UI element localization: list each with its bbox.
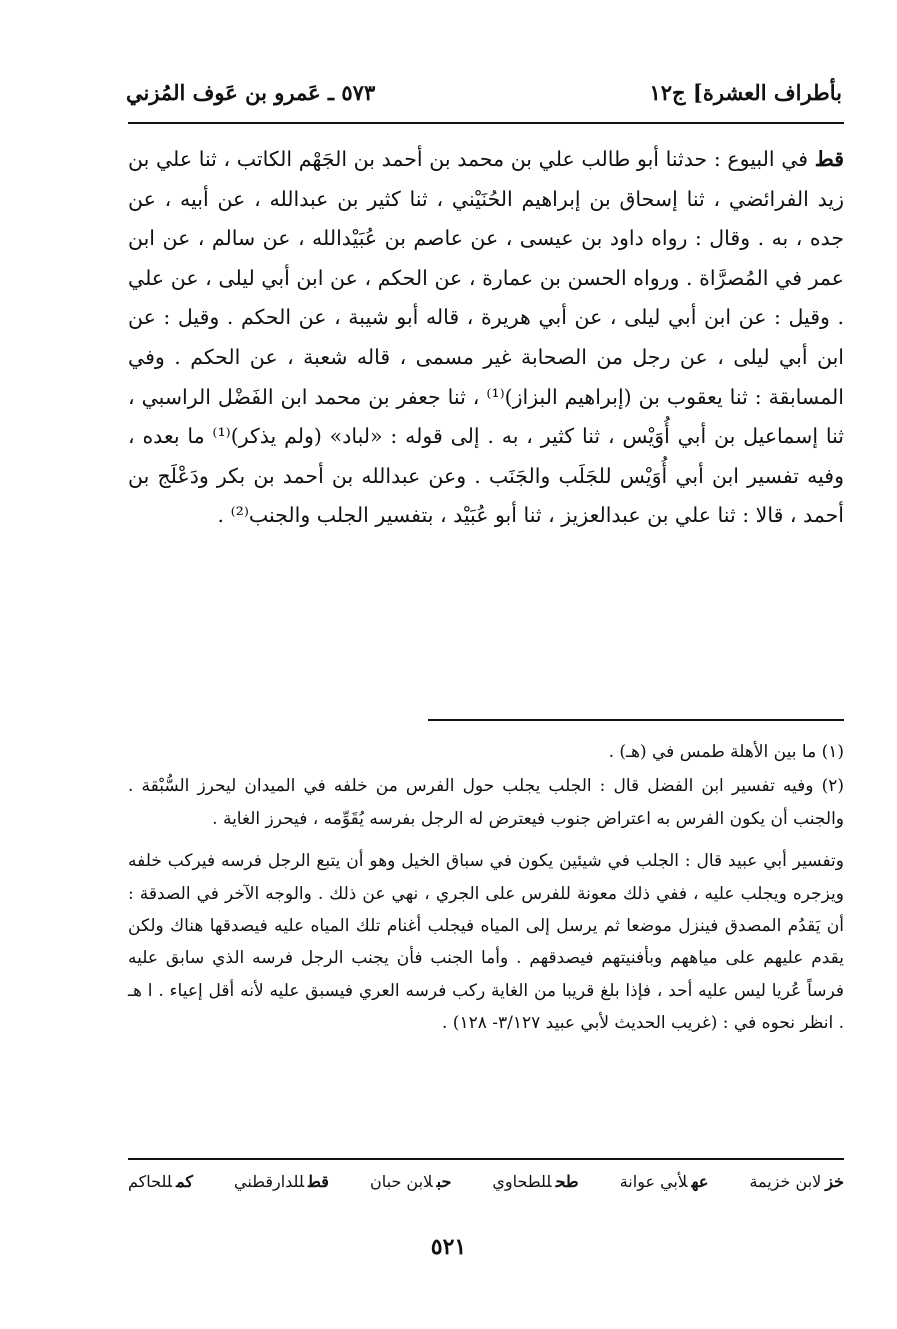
header-entry-title: ٥٧٣ ـ عَمرو بن عَوف المُزني [126, 79, 376, 105]
footnote-1: (١) ما بين الأهلة طمس في (هـ) . [608, 742, 844, 762]
footnote-2: (٢) وفيه تفسير ابن الفضل قال : الجلب يجلب حول الفرس من خلفه في الميدان ليحرز السُّبْقة . والجنب أن يكون الفرس به اعتراض جنوب فيعترض له الرجل بفرسه يُقَوِّمه ، فيحرز الغاية . [128, 776, 844, 829]
legend-item: حبلابن حبان [370, 1172, 452, 1191]
footnote-divider [428, 719, 844, 721]
legend-divider [128, 1158, 844, 1160]
running-header [126, 72, 842, 112]
page-number: ٥٢١ [430, 1234, 467, 1260]
legend-item: خزلابن خزيمة [749, 1172, 844, 1191]
footnotes [128, 736, 844, 1046]
main-text-lead-abbr: قط [814, 147, 844, 171]
legend-item: قطللدارقطني [234, 1172, 329, 1191]
footnote-2-continued: وتفسير أبي عبيد قال : الجلب في شيئين يكون في سباق الخيل وهو أن يتبع الرجل فرسه فيركب خلفه ويزجره ويجلب عليه ، ففي ذلك معونة للفرس على الجري ، نهي عن ذلك . والوجه الآخر في الصدقة : أن يَقدُم المصدق فينزل موضعا ثم يرسل إلى المياه فيجلب أغنام تلك المياه عليه فيصدقها هناك ولكن يقدم عليهم على مياههم وبأفنيتهم فيصدقهم . وأما الجنب فأن يجنب الرجل فرسه الذي سابق عليه فرساً عُريا ليس عليه أحد ، فإذا بلغ قريبا من الغاية ركب فرسه العري فيسبق عليه لأنه أقل إعياء . ا هـ . انظر نحوه في : (غريب الحديث لأبي عبيد ٣/١٢٧- ١٢٨) . [128, 851, 844, 1034]
legend-item: كمللحاكم [128, 1172, 193, 1191]
header-book-ref [649, 80, 842, 105]
main-text [128, 140, 844, 536]
abbreviation-legend [128, 1172, 844, 1191]
legend-item: طحللطحاوي [492, 1172, 579, 1191]
legend-item: عهلأبي عوانة [619, 1172, 709, 1191]
header-book-title: بأطراف العشرة] ج١٢ [649, 79, 842, 105]
main-text-body: في البيوع : حدثنا أبو طالب علي بن محمد بن أحمد بن الجَهْم الكاتب ، ثنا علي بن زيد الفرائضي ، ثنا إسحاق بن إبراهيم الحُنَيْني ، ثنا كثير بن عبدالله ، عن أبيه ، عن جده ، به . وقال : رواه داود بن عيسى ، عن عاصم بن عُبَيْدالله ، عن سالم ، عن ابن عمر في المُصرَّاة . ورواه الحسن بن عمارة ، عن الحكم ، عن ابن أبي ليلى ، عن علي . وقيل : عن ابن أبي ليلى ، عن أبي هريرة ، قاله أبو شيبة ، عن الحكم . وقيل : عن ابن أبي ليلى ، عن رجل من الصحابة غير مسمى ، قاله شعبة ، عن الحكم . وفي المسابقة : ثنا يعقوب بن (إبراهيم البزاز)⁽¹⁾ ، ثنا جعفر بن محمد ابن الفَضْل الراسبي ، ثنا إسماعيل بن أبي أُوَيْس ، ثنا كثير ، به . إلى قوله : «لباد» (ولم يذكر)⁽¹⁾ ما بعده ، وفيه تفسير ابن أبي أُوَيْس للجَلَب والجَنَب . وعن عبدالله بن أحمد بن بكر ودَعْلَج بن أحمد ، قالا : ثنا علي بن عبدالعزيز ، ثنا أبو عُبَيْد ، بتفسير الجلب والجنب⁽²⁾ . [128, 147, 844, 528]
header-divider [128, 122, 844, 124]
